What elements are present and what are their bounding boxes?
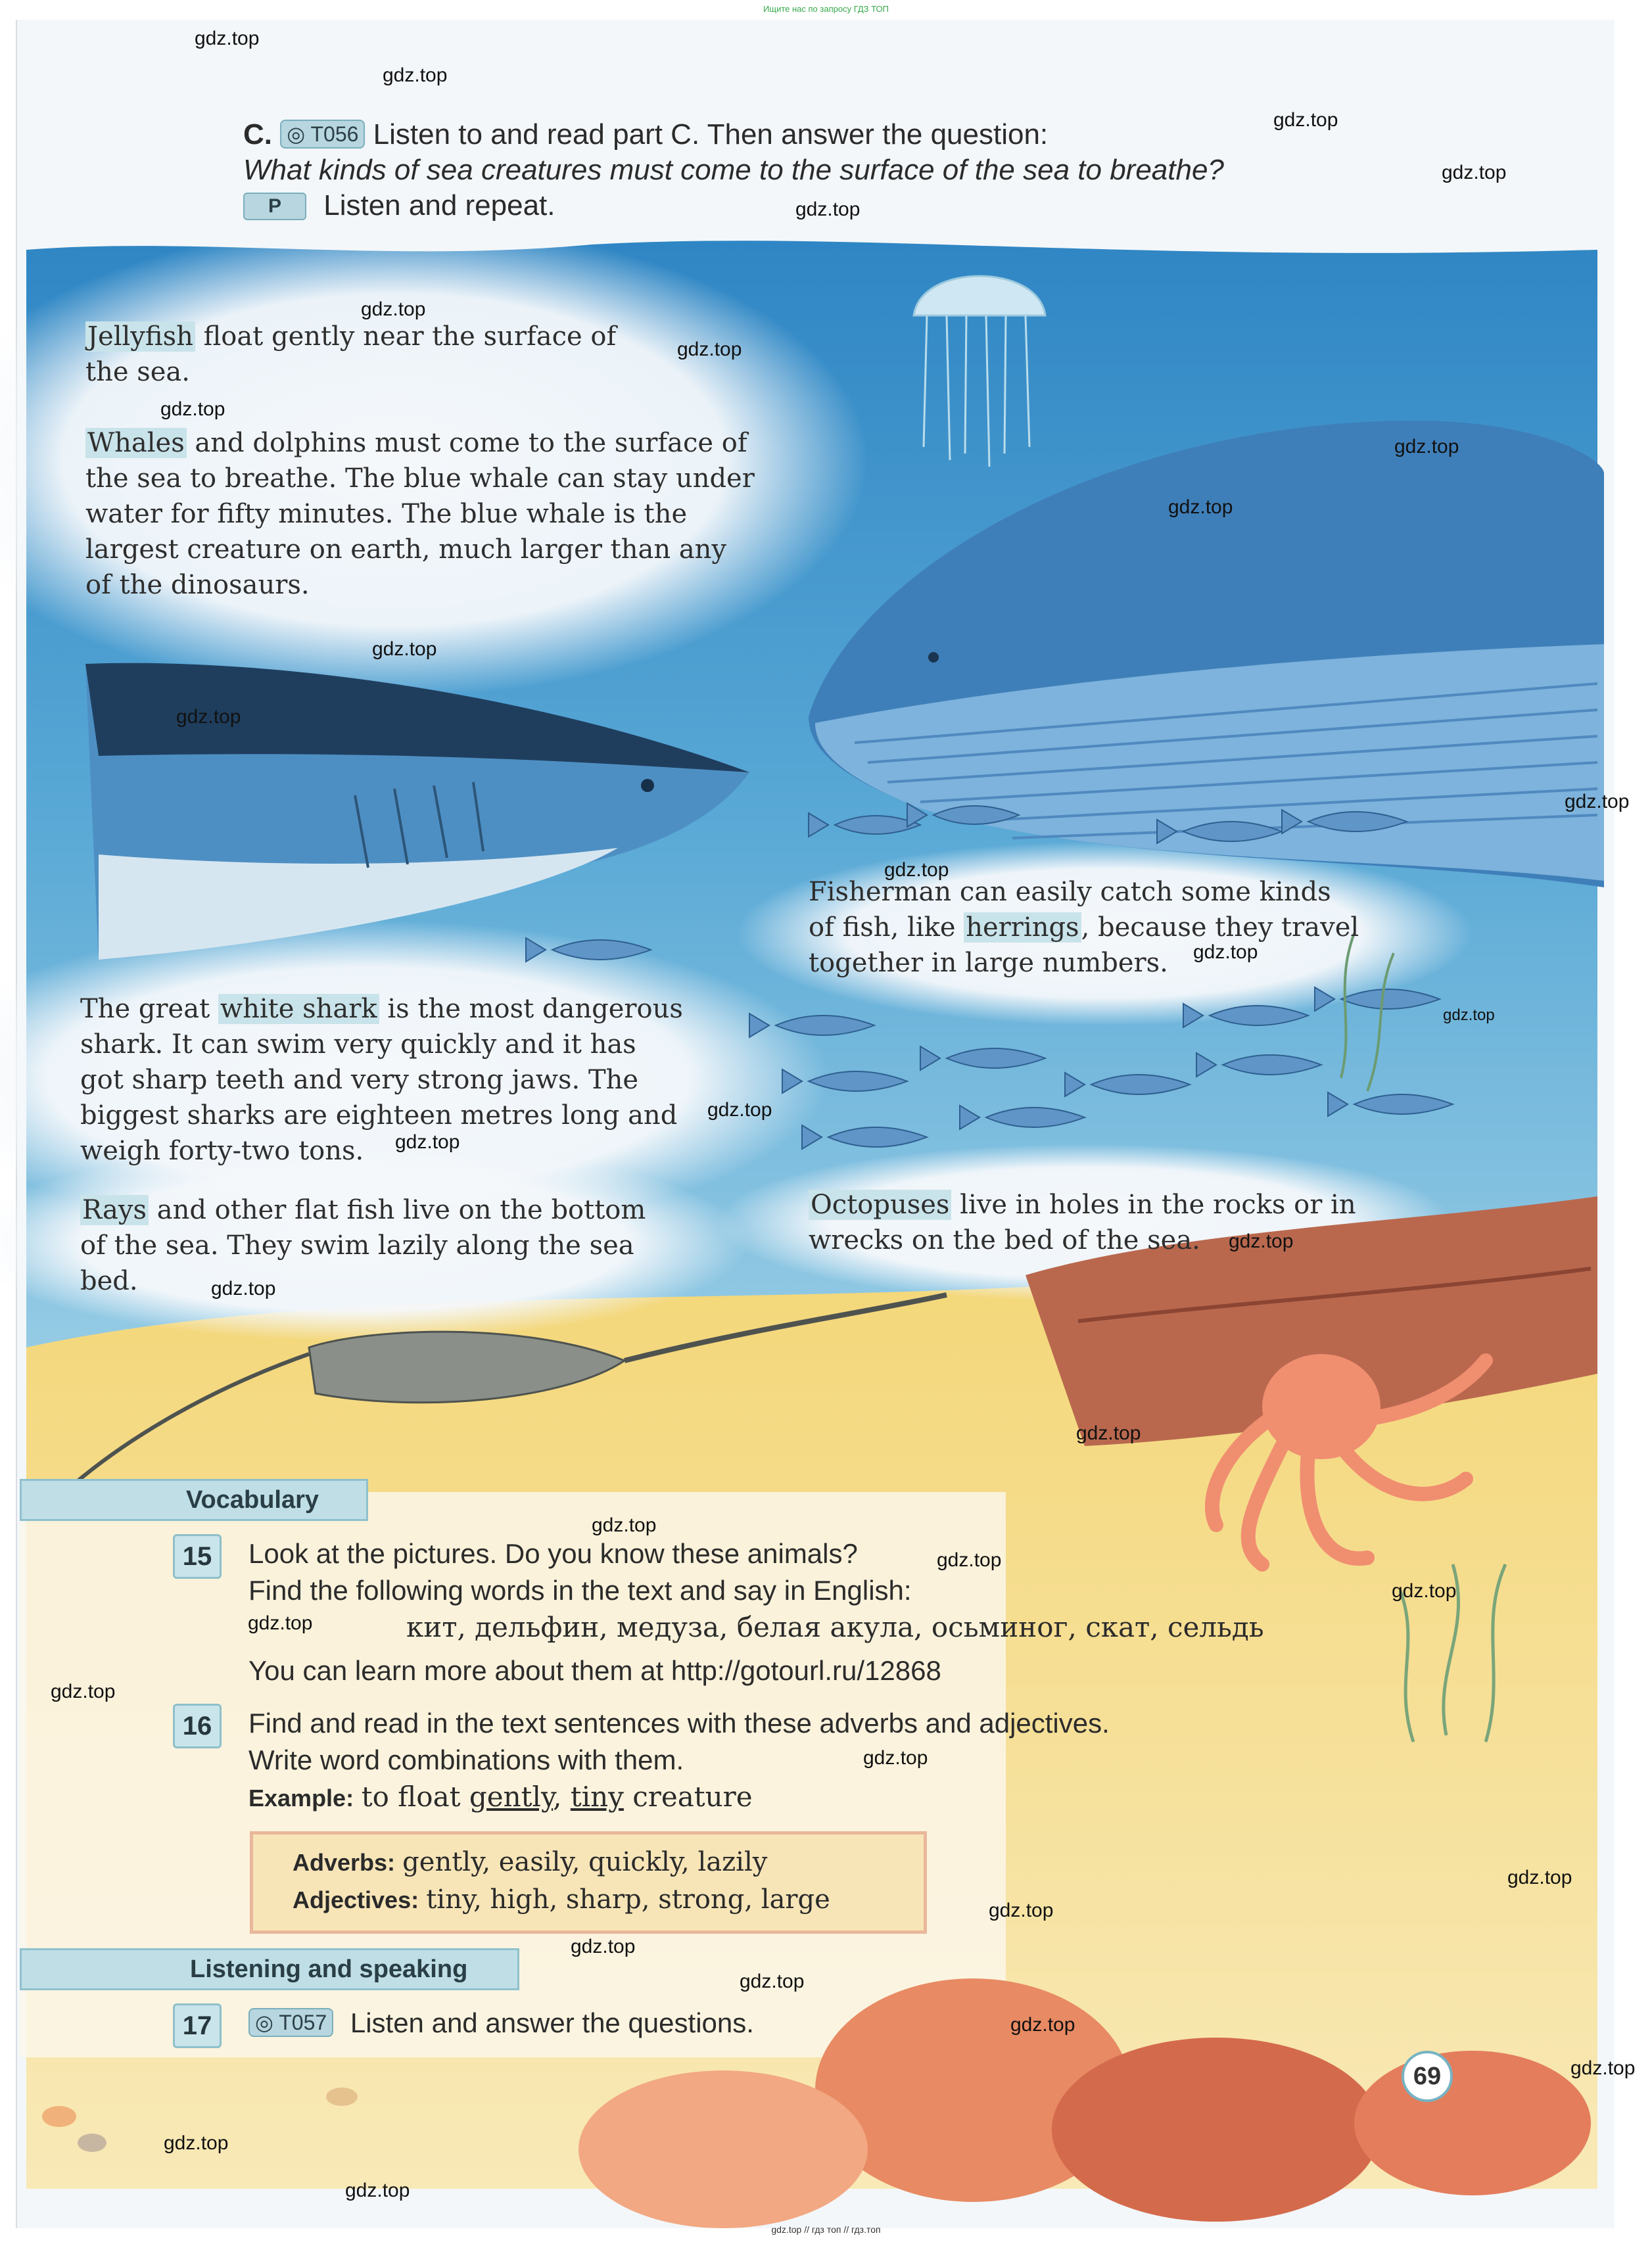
watermark: gdz.top [1010,2014,1075,2036]
adjectives-list: tiny, high, sharp, strong, large [426,1884,830,1915]
term-rays: Rays [80,1195,149,1225]
watermark: gdz.top [1570,2057,1636,2079]
example-label: Example: [248,1785,354,1812]
shark-line4: biggest sharks are eighteen metres long and [80,1100,678,1131]
jellyfish-line2: the sea. [85,357,190,387]
whales-line5: of the dinosaurs. [85,570,310,600]
bottom-promo-note: gdz.top // гдз топ // гдз.топ [771,2224,881,2235]
pronunciation-badge[interactable]: P [243,193,306,220]
section-c-instruction: Listen to and read part C. Then answer the question: [373,118,1049,151]
vocabulary-tab-label: Vocabulary [186,1486,319,1514]
watermark: gdz.top [707,1099,772,1121]
adverbs-adjectives-list [293,1844,830,1919]
task-15-russian-words: кит, дельфин, медуза, белая акула, осьминог, скат, сельдь [406,1611,1264,1643]
paragraph-rays [80,1192,646,1299]
watermark: gdz.top [1076,1422,1141,1444]
shark-post: is the most dangerous [379,994,683,1024]
section-c-question: What kinds of sea creatures must come to the surface of the sea to breathe? [243,154,1224,186]
watermark: gdz.top [164,2132,229,2154]
watermark: gdz.top [1193,941,1258,963]
watermark: gdz.top [937,1549,1002,1571]
task-17 [248,2005,754,2042]
paragraph-jellyfish [85,319,616,390]
watermark: gdz.top [195,28,260,49]
watermark: gdz.top [1273,109,1338,131]
herrings-line1: Fisherman can easily catch some kinds [809,877,1331,907]
task-15-line2: Find the following words in the text and say in English: [248,1575,912,1606]
listening-speaking-tab-label: Listening and speaking [190,1955,468,1983]
task-17-number: 17 [173,2003,222,2048]
whales-line4: largest creature on earth, much larger than any [85,534,727,565]
whales-line2: the sea to breathe. The blue whale can stay under [85,463,755,494]
task-16-line1: Find and read in the text sentences with these adverbs and adjectives. [248,1708,1110,1739]
octopus-line1: live in holes in the rocks or in [951,1190,1356,1220]
herrings-pre: of fish, like [809,912,964,943]
watermark: gdz.top [248,1612,313,1634]
herrings-post: , because they travel [1081,912,1359,943]
watermark: gdz.top [1565,791,1630,812]
watermark: gdz.top [176,706,241,728]
watermark: gdz.top [160,398,225,420]
section-c-line3 [243,188,1224,223]
watermark: gdz.top [361,298,426,320]
watermark: gdz.top [592,1514,657,1536]
task-16-line2: Write word combinations with them. [248,1744,684,1775]
herrings-line3: together in large numbers. [809,948,1168,978]
section-c-line1 [243,117,1224,152]
task-15-line1: Look at the pictures. Do you know these animals? [248,1538,858,1569]
task-17-text: Listen and answer the questions. [350,2007,754,2038]
rays-line3: bed. [80,1266,138,1296]
watermark: gdz.top [395,1131,460,1153]
watermark: gdz.top [211,1278,276,1299]
watermark: gdz.top [1229,1230,1294,1252]
adverbs-adjectives-box [250,1831,927,1934]
watermark: gdz.top [989,1900,1054,1921]
whales-line3: water for fifty minutes. The blue whale is the [85,499,688,529]
audio-track-badge[interactable]: ◎ T056 [280,120,365,149]
watermark: gdz.top [1443,1006,1495,1024]
task-16-example [248,1779,1110,1817]
term-octopuses: Octopuses [809,1190,951,1220]
example-word-tiny: tiny [570,1781,624,1813]
task-15-number: 15 [173,1534,222,1579]
term-jellyfish: Jellyfish [85,321,195,352]
task-16 [248,1705,1110,1817]
adverbs-label: Adverbs: [293,1849,396,1876]
section-letter: C. [243,118,272,151]
watermark: gdz.top [51,1681,116,1702]
task-15 [248,1535,1264,1689]
watermark: gdz.top [571,1936,636,1957]
watermark: gdz.top [1507,1867,1572,1888]
listen-repeat-text: Listen and repeat. [323,189,555,222]
watermark: gdz.top [740,1971,805,1992]
top-promo-note: Ищите нас по запросу ГДЗ ТОП [763,4,889,14]
shark-line3: got sharp teeth and very strong jaws. The [80,1065,639,1095]
whales-line1: and dolphins must come to the surface of [186,428,747,458]
term-white-shark: white shark [218,994,379,1024]
watermark: gdz.top [372,638,437,660]
shark-pre: The great [80,994,218,1024]
watermark: gdz.top [795,199,861,220]
example-word-gently: gently [469,1781,554,1813]
term-whales: Whales [85,428,187,458]
page-number: 69 [1402,2051,1453,2102]
octopus-line2: wrecks on the bed of the sea. [809,1225,1200,1255]
example-pre: to float [361,1781,469,1813]
vocabulary-tab [20,1479,368,1521]
adverbs-list: gently, easily, quickly, lazily [402,1847,768,1877]
paragraph-whales [85,425,755,603]
audio-track-badge-t057[interactable]: ◎ T057 [248,2008,333,2037]
example-mid: , [553,1781,571,1813]
shark-line5: weigh forty-two tons. [80,1136,364,1166]
listening-speaking-tab [20,1948,519,1990]
rays-line1: and other flat fish live on the bottom [149,1195,646,1225]
term-herrings: herrings [964,912,1081,943]
section-c-header [243,117,1224,223]
task-16-number: 16 [173,1704,222,1748]
watermark: gdz.top [1442,162,1507,183]
example-post: creature [623,1781,753,1813]
watermark: gdz.top [1392,1580,1457,1602]
paragraph-herrings [809,874,1359,981]
paragraph-shark [80,991,683,1169]
watermark: gdz.top [345,2180,410,2201]
watermark: gdz.top [1168,496,1233,518]
shark-line2: shark. It can swim very quickly and it has [80,1029,636,1060]
watermark: gdz.top [1394,436,1459,457]
task-15-link[interactable]: You can learn more about them at http://gotourl.ru/12868 [248,1655,941,1686]
watermark: gdz.top [884,859,949,881]
jellyfish-line1: float gently near the surface of [195,321,617,352]
rays-line2: of the sea. They swim lazily along the sea [80,1230,634,1261]
watermark: gdz.top [863,1747,928,1769]
adjectives-label: Adjectives: [293,1886,419,1913]
watermark: gdz.top [383,64,448,86]
watermark: gdz.top [677,339,742,360]
